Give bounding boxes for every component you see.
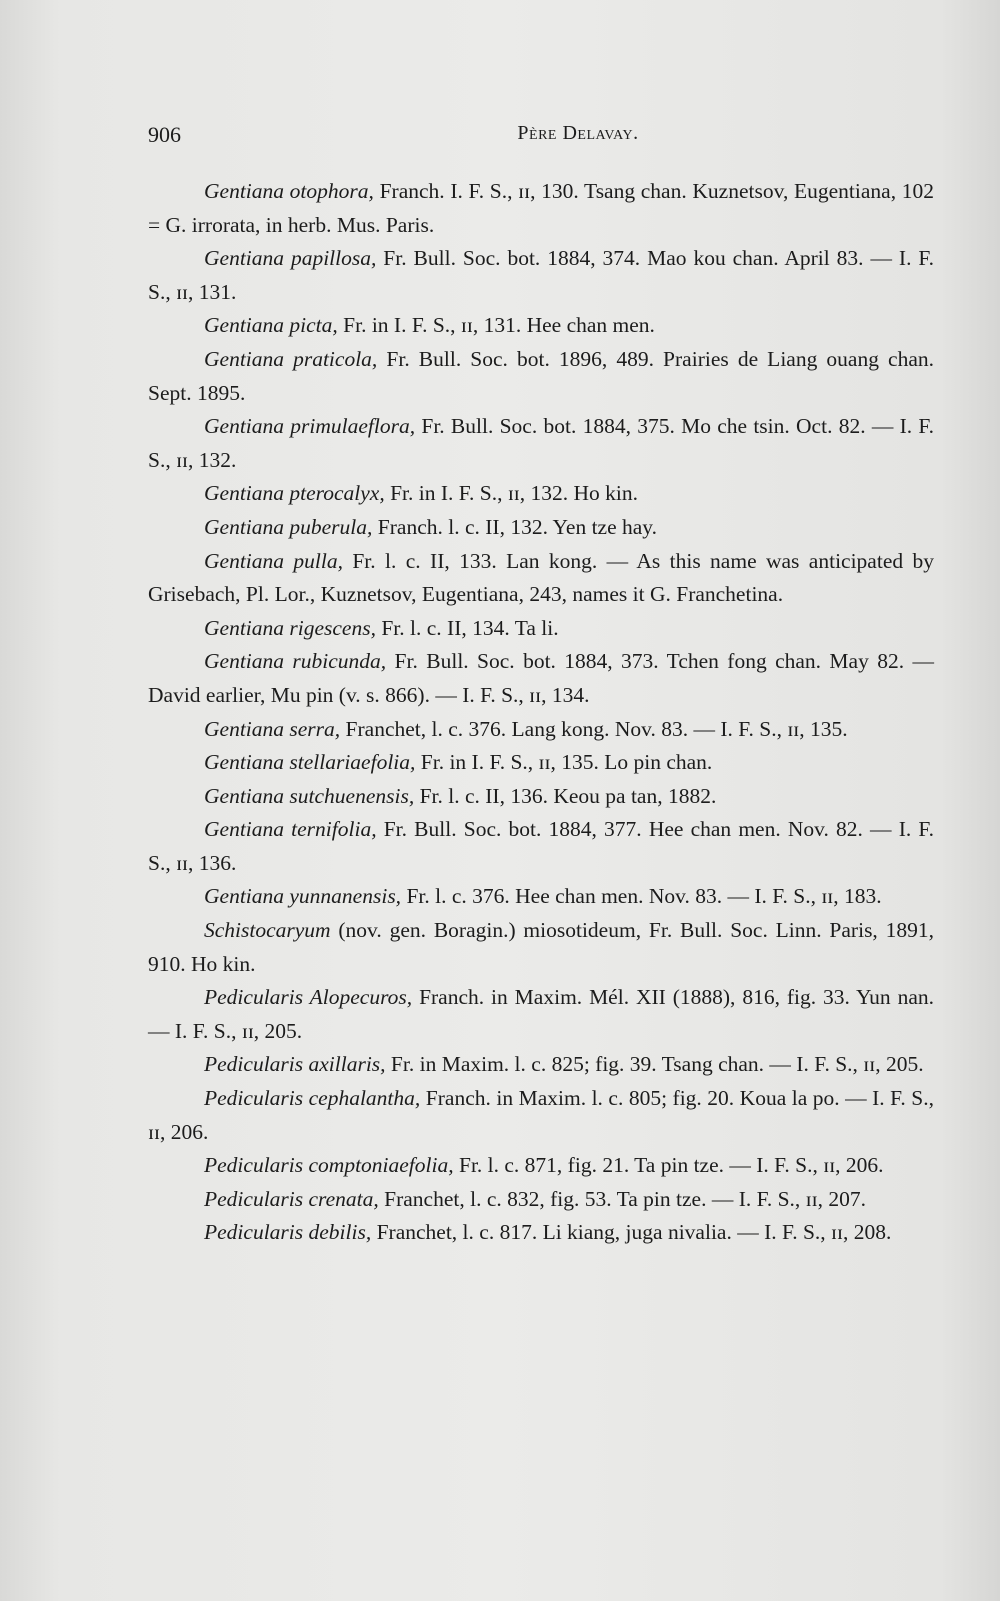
species-entry (148, 914, 934, 981)
taxon-name: Schistocaryum (204, 918, 331, 943)
taxon-name: Gentiana sutchuenensis, (204, 783, 415, 808)
page-number: 906 (148, 122, 181, 147)
entry-citation: Franchet, l. c. 376. Lang kong. Nov. 83. — I. F. S., ɪɪ, 135. (340, 716, 848, 741)
taxon-name: Pedicularis crenata, (204, 1186, 379, 1211)
entry-citation: Fr. in I. F. S., ɪɪ, 131. Hee chan men. (337, 313, 655, 338)
entry-citation: Franch. in Maxim. Mél. XII (1888), 816, fig. 33. Yun nan. — I. F. S., ɪɪ, 205. (148, 985, 934, 1043)
taxon-name: Gentiana picta, (204, 313, 338, 338)
species-entry (148, 1216, 934, 1250)
entry-citation: Franch. I. F. S., ɪɪ, 130. Tsang chan. Kuznetsov, Eugentiana, 102 = G. irrorata, in herb. Mus. Paris. (148, 179, 934, 237)
entry-citation: Fr. l. c. II, 136. Keou pa tan, 1882. (414, 783, 717, 808)
species-entry (148, 645, 934, 712)
species-entry (148, 880, 934, 914)
entry-citation: Fr. Bull. Soc. bot. 1884, 374. Mao kou chan. April 83. — I. F. S., ɪɪ, 131. (148, 246, 934, 304)
species-entry (148, 1048, 934, 1082)
entry-citation: Franchet, l. c. 832, fig. 53. Ta pin tze. — I. F. S., ɪɪ, 207. (378, 1186, 867, 1211)
taxon-name: Gentiana praticola, (204, 346, 378, 371)
entry-citation: (nov. gen. Boragin.) miosotideum, Fr. Bull. Soc. Linn. Paris, 1891, 910. Ho kin. (148, 918, 934, 976)
entry-citation: Fr. in I. F. S., ɪɪ, 135. Lo pin chan. (415, 750, 713, 775)
entry-citation: Fr. in Maxim. l. c. 825; fig. 39. Tsang chan. — I. F. S., ɪɪ, 205. (385, 1052, 924, 1077)
taxon-name: Gentiana rubicunda, (204, 649, 387, 674)
taxon-name: Pedicularis debilis, (204, 1220, 372, 1245)
species-entry (148, 1183, 934, 1217)
entry-citation: Franch. l. c. II, 132. Yen tze hay. (372, 514, 658, 539)
species-entry (148, 410, 934, 477)
species-entry (148, 511, 934, 545)
species-list (148, 175, 934, 1250)
species-entry (148, 309, 934, 343)
species-entry (148, 1149, 934, 1183)
entry-citation: Fr. Bull. Soc. bot. 1884, 373. Tchen fong chan. May 82. — David earlier, Mu pin (v. s. 866). — I. F. S., ɪɪ, 134. (148, 649, 934, 707)
taxon-name: Gentiana pulla, (204, 548, 343, 573)
taxon-name: Gentiana papillosa, (204, 246, 377, 271)
species-entry (148, 813, 934, 880)
entry-citation: Franchet, l. c. 817. Li kiang, juga nivalia. — I. F. S., ɪɪ, 208. (371, 1220, 892, 1245)
species-entry (148, 746, 934, 780)
entry-citation: Fr. in I. F. S., ɪɪ, 132. Ho kin. (384, 481, 639, 506)
entry-citation: Fr. l. c. II, 134. Ta li. (375, 615, 559, 640)
entry-citation: Fr. l. c. 871, fig. 21. Ta pin tze. — I. F. S., ɪɪ, 206. (453, 1153, 884, 1178)
taxon-name: Pedicularis comptoniaefolia, (204, 1153, 454, 1178)
taxon-name: Gentiana stellariaefolia, (204, 750, 416, 775)
taxon-name: Gentiana rigescens, (204, 615, 376, 640)
taxon-name: Gentiana ternifolia, (204, 817, 377, 842)
species-entry (148, 713, 934, 747)
species-entry (148, 545, 934, 612)
taxon-name: Gentiana otophora, (204, 179, 374, 203)
species-entry (148, 477, 934, 511)
taxon-name: Pedicularis Alopecuros, (204, 985, 413, 1010)
running-title: Père Delavay. (517, 122, 639, 144)
species-entry (148, 175, 934, 242)
species-entry (148, 343, 934, 410)
taxon-name: Pedicularis cephalantha, (204, 1086, 421, 1111)
entry-citation: Fr. Bull. Soc. bot. 1884, 377. Hee chan men. Nov. 82. — I. F. S., ɪɪ, 136. (148, 817, 934, 875)
taxon-name: Gentiana yunnanensis, (204, 884, 402, 909)
species-entry (148, 780, 934, 814)
species-entry (148, 612, 934, 646)
species-entry (148, 981, 934, 1048)
entry-citation: Fr. Bull. Soc. bot. 1884, 375. Mo che tsin. Oct. 82. — I. F. S., ɪɪ, 132. (148, 414, 934, 472)
species-entry (148, 1082, 934, 1149)
taxon-name: Gentiana puberula, (204, 514, 373, 539)
taxon-name: Gentiana serra, (204, 716, 341, 741)
entry-citation: Fr. l. c. II, 133. Lan kong. — As this name was anticipated by Grisebach, Pl. Lor., Kuznetsov, Eugentiana, 243, names it G. Franchetina. (148, 548, 934, 607)
entry-citation: Franch. in Maxim. l. c. 805; fig. 20. Koua la po. — I. F. S., ɪɪ, 206. (148, 1086, 934, 1144)
entry-citation: Fr. l. c. 376. Hee chan men. Nov. 83. — I. F. S., ɪɪ, 183. (401, 884, 882, 909)
species-entry (148, 242, 934, 309)
entry-citation: Fr. Bull. Soc. bot. 1896, 489. Prairies de Liang ouang chan. Sept. 1895. (148, 346, 934, 405)
taxon-name: Pedicularis axillaris, (204, 1052, 386, 1077)
taxon-name: Gentiana pterocalyx, (204, 481, 385, 506)
taxon-name: Gentiana primulaeflora, (204, 414, 416, 439)
page-header (148, 122, 934, 152)
